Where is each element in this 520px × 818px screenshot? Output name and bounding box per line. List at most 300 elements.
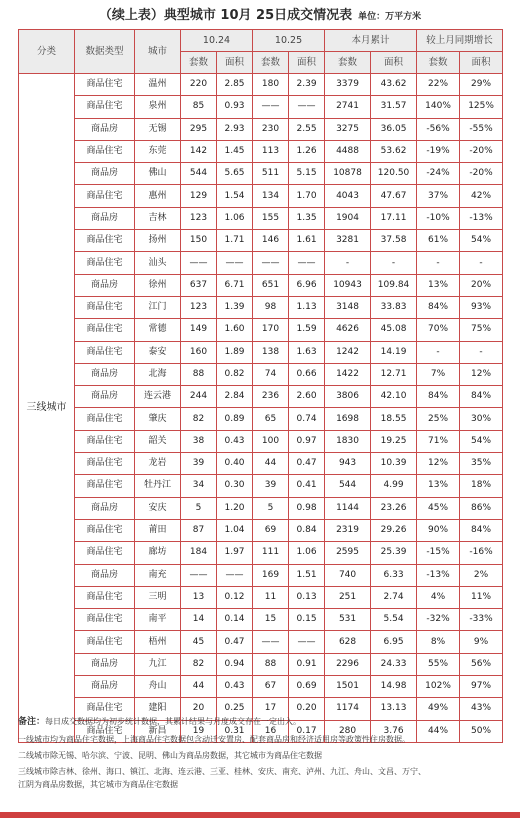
month-area-cell: 43.62 xyxy=(371,74,417,96)
month-units-cell: 531 xyxy=(325,609,371,631)
data-type-cell: 商品房 xyxy=(75,676,135,698)
city-cell: 龙岩 xyxy=(135,453,181,475)
day1-units-cell: 220 xyxy=(181,74,217,96)
data-type-cell: 商品住宅 xyxy=(75,698,135,720)
day2-area-cell: 1.51 xyxy=(289,564,325,586)
day1-units-cell: 14 xyxy=(181,609,217,631)
day1-area-cell: 1.04 xyxy=(217,519,253,541)
growth-area-cell: 20% xyxy=(460,274,503,296)
month-units-cell: 3275 xyxy=(325,118,371,140)
day1-units-cell: 244 xyxy=(181,386,217,408)
day2-area-cell: 0.69 xyxy=(289,676,325,698)
month-area-cell: 4.99 xyxy=(371,475,417,497)
day2-units-cell: 113 xyxy=(253,140,289,162)
table-row xyxy=(19,430,503,452)
day2-units-cell: 230 xyxy=(253,118,289,140)
day2-units-cell: 5 xyxy=(253,497,289,519)
city-cell: 韶关 xyxy=(135,430,181,452)
month-area-cell: 19.25 xyxy=(371,430,417,452)
day1-units-cell: 160 xyxy=(181,341,217,363)
day2-units-cell: 180 xyxy=(253,74,289,96)
month-units-cell: 1422 xyxy=(325,363,371,385)
note-line: 每日成交数据均为初步统计数据，其累计结果与月度成交存在一定出入。 xyxy=(45,717,302,726)
month-area-cell: 14.98 xyxy=(371,676,417,698)
day2-area-cell: 1.70 xyxy=(289,185,325,207)
day2-units-cell: 74 xyxy=(253,363,289,385)
day2-area-cell: 6.96 xyxy=(289,274,325,296)
day2-units-cell: —— xyxy=(253,631,289,653)
city-cell: 徐州 xyxy=(135,274,181,296)
day2-units-cell: —— xyxy=(253,96,289,118)
day1-units-cell: 5 xyxy=(181,497,217,519)
growth-units-cell: 84% xyxy=(417,386,460,408)
table-row xyxy=(19,140,503,162)
growth-units-cell: 102% xyxy=(417,676,460,698)
day1-units-cell: 82 xyxy=(181,408,217,430)
day1-units-cell: 150 xyxy=(181,230,217,252)
city-cell: 连云港 xyxy=(135,386,181,408)
day1-area-cell: 0.14 xyxy=(217,609,253,631)
data-type-cell: 商品住宅 xyxy=(75,230,135,252)
growth-area-cell: 2% xyxy=(460,564,503,586)
growth-area-cell: 42% xyxy=(460,185,503,207)
day1-area-cell: 6.71 xyxy=(217,274,253,296)
header-day1: 10.24 xyxy=(181,30,253,52)
month-area-cell: 24.33 xyxy=(371,653,417,675)
data-type-cell: 商品住宅 xyxy=(75,586,135,608)
growth-units-cell: -56% xyxy=(417,118,460,140)
day1-units-cell: —— xyxy=(181,564,217,586)
day2-units-cell: 11 xyxy=(253,586,289,608)
table-row xyxy=(19,252,503,274)
data-type-cell: 商品住宅 xyxy=(75,319,135,341)
city-cell: 泰安 xyxy=(135,341,181,363)
month-units-cell: 1144 xyxy=(325,497,371,519)
table-row xyxy=(19,386,503,408)
city-cell: 温州 xyxy=(135,74,181,96)
city-cell: 新昌 xyxy=(135,720,181,742)
day2-units-cell: —— xyxy=(253,252,289,274)
city-cell: 常德 xyxy=(135,319,181,341)
growth-units-cell: -19% xyxy=(417,140,460,162)
header-area: 面积 xyxy=(371,52,417,74)
note-line: 二线城市除无锡、哈尔滨、宁波、昆明、佛山为商品房数据，其它城市为商品住宅数据 xyxy=(18,750,322,760)
day2-units-cell: 44 xyxy=(253,453,289,475)
day1-area-cell: 5.65 xyxy=(217,163,253,185)
day1-units-cell: 82 xyxy=(181,653,217,675)
growth-area-cell: - xyxy=(460,252,503,274)
city-cell: 三明 xyxy=(135,586,181,608)
day2-units-cell: 98 xyxy=(253,296,289,318)
growth-area-cell: 30% xyxy=(460,408,503,430)
growth-units-cell: 45% xyxy=(417,497,460,519)
day1-units-cell: 123 xyxy=(181,207,217,229)
day2-area-cell: 0.66 xyxy=(289,363,325,385)
month-area-cell: 33.83 xyxy=(371,296,417,318)
growth-area-cell: 9% xyxy=(460,631,503,653)
day1-units-cell: 34 xyxy=(181,475,217,497)
growth-units-cell: 12% xyxy=(417,453,460,475)
growth-area-cell: 93% xyxy=(460,296,503,318)
month-units-cell: 628 xyxy=(325,631,371,653)
day1-units-cell: 544 xyxy=(181,163,217,185)
day1-area-cell: 0.30 xyxy=(217,475,253,497)
month-area-cell: 37.58 xyxy=(371,230,417,252)
month-area-cell: 36.05 xyxy=(371,118,417,140)
growth-units-cell: 70% xyxy=(417,319,460,341)
day2-area-cell: 2.60 xyxy=(289,386,325,408)
day1-units-cell: 19 xyxy=(181,720,217,742)
table-row xyxy=(19,296,503,318)
month-area-cell: 29.26 xyxy=(371,519,417,541)
growth-area-cell: -20% xyxy=(460,163,503,185)
table-row xyxy=(19,586,503,608)
day2-units-cell: 16 xyxy=(253,720,289,742)
day2-units-cell: 236 xyxy=(253,386,289,408)
table-row xyxy=(19,453,503,475)
day2-area-cell: 1.63 xyxy=(289,341,325,363)
data-type-cell: 商品住宅 xyxy=(75,609,135,631)
day2-units-cell: 17 xyxy=(253,698,289,720)
day2-area-cell: 2.55 xyxy=(289,118,325,140)
month-units-cell: 251 xyxy=(325,586,371,608)
day2-area-cell: 0.84 xyxy=(289,519,325,541)
day2-area-cell: 1.13 xyxy=(289,296,325,318)
growth-units-cell: 25% xyxy=(417,408,460,430)
day2-area-cell: 1.61 xyxy=(289,230,325,252)
day1-units-cell: 129 xyxy=(181,185,217,207)
data-type-cell: 商品住宅 xyxy=(75,408,135,430)
notes-section xyxy=(18,716,508,795)
city-cell: 佛山 xyxy=(135,163,181,185)
city-cell: 建阳 xyxy=(135,698,181,720)
month-units-cell: 4626 xyxy=(325,319,371,341)
growth-area-cell: 84% xyxy=(460,386,503,408)
data-type-cell: 商品住宅 xyxy=(75,430,135,452)
month-units-cell: 1501 xyxy=(325,676,371,698)
data-type-cell: 商品房 xyxy=(75,653,135,675)
day1-units-cell: 184 xyxy=(181,542,217,564)
growth-area-cell: - xyxy=(460,341,503,363)
day2-units-cell: 69 xyxy=(253,519,289,541)
city-cell: 江门 xyxy=(135,296,181,318)
header-units: 套数 xyxy=(325,52,371,74)
day1-units-cell: 85 xyxy=(181,96,217,118)
growth-units-cell: 8% xyxy=(417,631,460,653)
city-cell: 吉林 xyxy=(135,207,181,229)
table-row xyxy=(19,676,503,698)
growth-units-cell: 13% xyxy=(417,475,460,497)
city-cell: 肇庆 xyxy=(135,408,181,430)
transaction-table xyxy=(18,29,503,743)
data-type-cell: 商品住宅 xyxy=(75,296,135,318)
month-units-cell: - xyxy=(325,252,371,274)
day2-area-cell: —— xyxy=(289,252,325,274)
day1-area-cell: 2.93 xyxy=(217,118,253,140)
data-type-cell: 商品房 xyxy=(75,207,135,229)
day2-area-cell: 0.98 xyxy=(289,497,325,519)
header-units: 套数 xyxy=(181,52,217,74)
notes-label: 备注： xyxy=(18,717,46,727)
growth-units-cell: 22% xyxy=(417,74,460,96)
day2-units-cell: 67 xyxy=(253,676,289,698)
header-units: 套数 xyxy=(417,52,460,74)
data-type-cell: 商品房 xyxy=(75,386,135,408)
city-cell: 汕头 xyxy=(135,252,181,274)
day1-units-cell: 149 xyxy=(181,319,217,341)
day1-area-cell: 0.43 xyxy=(217,676,253,698)
data-type-cell: 商品住宅 xyxy=(75,185,135,207)
data-type-cell: 商品房 xyxy=(75,274,135,296)
day1-area-cell: 1.45 xyxy=(217,140,253,162)
growth-area-cell: 35% xyxy=(460,453,503,475)
month-units-cell: 943 xyxy=(325,453,371,475)
table-row xyxy=(19,96,503,118)
city-cell: 无锡 xyxy=(135,118,181,140)
growth-units-cell: 49% xyxy=(417,698,460,720)
data-type-cell: 商品住宅 xyxy=(75,140,135,162)
day1-area-cell: —— xyxy=(217,564,253,586)
header-day2: 10.25 xyxy=(253,30,325,52)
day2-units-cell: 155 xyxy=(253,207,289,229)
month-area-cell: 5.54 xyxy=(371,609,417,631)
data-type-cell: 商品住宅 xyxy=(75,475,135,497)
header-area: 面积 xyxy=(460,52,503,74)
day1-units-cell: 38 xyxy=(181,430,217,452)
month-units-cell: 1698 xyxy=(325,408,371,430)
month-units-cell: 4043 xyxy=(325,185,371,207)
day2-area-cell: 5.15 xyxy=(289,163,325,185)
day1-area-cell: 0.94 xyxy=(217,653,253,675)
day1-area-cell: 2.85 xyxy=(217,74,253,96)
bottom-bar xyxy=(0,812,520,818)
day2-units-cell: 15 xyxy=(253,609,289,631)
header-growth: 较上月同期增长 xyxy=(417,30,503,52)
growth-units-cell: - xyxy=(417,252,460,274)
day2-units-cell: 100 xyxy=(253,430,289,452)
day2-units-cell: 651 xyxy=(253,274,289,296)
day1-area-cell: 1.71 xyxy=(217,230,253,252)
day2-area-cell: 1.59 xyxy=(289,319,325,341)
growth-area-cell: 75% xyxy=(460,319,503,341)
city-cell: 泉州 xyxy=(135,96,181,118)
day1-area-cell: 1.89 xyxy=(217,341,253,363)
month-units-cell: 1242 xyxy=(325,341,371,363)
growth-units-cell: -15% xyxy=(417,542,460,564)
note-line: 三线城市除吉林、徐州、海口、镇江、北海、连云港、三亚、桂林、安庆、南充、泸州、九江、舟山、文昌、万宁、 xyxy=(18,766,426,776)
day1-units-cell: 39 xyxy=(181,453,217,475)
data-type-cell: 商品住宅 xyxy=(75,720,135,742)
note-line: 江阴为商品房数据，其它城市为商品住宅数据 xyxy=(18,780,178,790)
growth-area-cell: 86% xyxy=(460,497,503,519)
growth-area-cell: -33% xyxy=(460,609,503,631)
city-cell: 牡丹江 xyxy=(135,475,181,497)
day2-units-cell: 39 xyxy=(253,475,289,497)
month-units-cell: 1174 xyxy=(325,698,371,720)
month-units-cell: 10878 xyxy=(325,163,371,185)
day1-units-cell: 142 xyxy=(181,140,217,162)
day2-units-cell: 111 xyxy=(253,542,289,564)
day1-units-cell: 44 xyxy=(181,676,217,698)
day1-area-cell: 0.93 xyxy=(217,96,253,118)
day2-units-cell: 511 xyxy=(253,163,289,185)
table-row xyxy=(19,185,503,207)
month-units-cell: 4488 xyxy=(325,140,371,162)
data-type-cell: 商品住宅 xyxy=(75,341,135,363)
data-type-cell: 商品住宅 xyxy=(75,542,135,564)
table-row xyxy=(19,230,503,252)
city-cell: 惠州 xyxy=(135,185,181,207)
day2-area-cell: 1.06 xyxy=(289,542,325,564)
header-row-1 xyxy=(19,30,503,52)
growth-units-cell: -10% xyxy=(417,207,460,229)
growth-area-cell: 97% xyxy=(460,676,503,698)
table-row xyxy=(19,207,503,229)
day1-area-cell: 0.40 xyxy=(217,453,253,475)
growth-units-cell: -13% xyxy=(417,564,460,586)
growth-units-cell: 71% xyxy=(417,430,460,452)
day2-area-cell: 0.13 xyxy=(289,586,325,608)
city-cell: 梧州 xyxy=(135,631,181,653)
table-row xyxy=(19,653,503,675)
day2-units-cell: 134 xyxy=(253,185,289,207)
header-units: 套数 xyxy=(253,52,289,74)
category-cell: 三线城市 xyxy=(19,74,75,743)
month-area-cell: 13.13 xyxy=(371,698,417,720)
day2-area-cell: 0.97 xyxy=(289,430,325,452)
month-area-cell: 31.57 xyxy=(371,96,417,118)
data-type-cell: 商品住宅 xyxy=(75,453,135,475)
growth-area-cell: 43% xyxy=(460,698,503,720)
month-units-cell: 1830 xyxy=(325,430,371,452)
day1-area-cell: 0.25 xyxy=(217,698,253,720)
day1-area-cell: 1.54 xyxy=(217,185,253,207)
table-row xyxy=(19,542,503,564)
day1-units-cell: 20 xyxy=(181,698,217,720)
table-row xyxy=(19,274,503,296)
month-units-cell: 10943 xyxy=(325,274,371,296)
city-cell: 九江 xyxy=(135,653,181,675)
table-row xyxy=(19,118,503,140)
day2-units-cell: 169 xyxy=(253,564,289,586)
month-units-cell: 3806 xyxy=(325,386,371,408)
header-month-total: 本月累计 xyxy=(325,30,417,52)
day1-units-cell: 45 xyxy=(181,631,217,653)
month-area-cell: 14.19 xyxy=(371,341,417,363)
month-area-cell: 3.76 xyxy=(371,720,417,742)
growth-units-cell: 44% xyxy=(417,720,460,742)
growth-area-cell: 29% xyxy=(460,74,503,96)
month-units-cell: 2296 xyxy=(325,653,371,675)
month-units-cell: 544 xyxy=(325,475,371,497)
month-area-cell: 17.11 xyxy=(371,207,417,229)
day1-area-cell: 0.31 xyxy=(217,720,253,742)
growth-area-cell: 11% xyxy=(460,586,503,608)
city-cell: 莆田 xyxy=(135,519,181,541)
day1-area-cell: 1.06 xyxy=(217,207,253,229)
month-area-cell: 47.67 xyxy=(371,185,417,207)
table-row xyxy=(19,519,503,541)
table-row xyxy=(19,564,503,586)
day1-units-cell: 637 xyxy=(181,274,217,296)
day1-area-cell: 2.84 xyxy=(217,386,253,408)
growth-area-cell: -16% xyxy=(460,542,503,564)
data-type-cell: 商品房 xyxy=(75,118,135,140)
day2-units-cell: 65 xyxy=(253,408,289,430)
month-units-cell: 740 xyxy=(325,564,371,586)
table-row xyxy=(19,497,503,519)
data-type-cell: 商品房 xyxy=(75,497,135,519)
table-row xyxy=(19,609,503,631)
city-cell: 东莞 xyxy=(135,140,181,162)
month-units-cell: 1904 xyxy=(325,207,371,229)
growth-area-cell: -55% xyxy=(460,118,503,140)
day2-area-cell: 0.41 xyxy=(289,475,325,497)
day1-area-cell: 1.20 xyxy=(217,497,253,519)
table-row xyxy=(19,631,503,653)
data-type-cell: 商品住宅 xyxy=(75,96,135,118)
day1-area-cell: —— xyxy=(217,252,253,274)
day2-area-cell: —— xyxy=(289,631,325,653)
city-cell: 廊坊 xyxy=(135,542,181,564)
day1-area-cell: 0.47 xyxy=(217,631,253,653)
growth-area-cell: 50% xyxy=(460,720,503,742)
day2-area-cell: 0.17 xyxy=(289,720,325,742)
growth-units-cell: -24% xyxy=(417,163,460,185)
day1-area-cell: 0.43 xyxy=(217,430,253,452)
city-cell: 南平 xyxy=(135,609,181,631)
month-area-cell: 6.95 xyxy=(371,631,417,653)
header-category: 分类 xyxy=(19,30,75,74)
data-type-cell: 商品住宅 xyxy=(75,252,135,274)
day2-area-cell: 0.20 xyxy=(289,698,325,720)
day1-units-cell: 295 xyxy=(181,118,217,140)
month-area-cell: 120.50 xyxy=(371,163,417,185)
header-area: 面积 xyxy=(217,52,253,74)
month-area-cell: 42.10 xyxy=(371,386,417,408)
unit-label: 单位：万平方米 xyxy=(358,12,422,22)
month-units-cell: 3281 xyxy=(325,230,371,252)
month-area-cell: 6.33 xyxy=(371,564,417,586)
growth-units-cell: 7% xyxy=(417,363,460,385)
day1-area-cell: 0.82 xyxy=(217,363,253,385)
city-cell: 扬州 xyxy=(135,230,181,252)
day1-units-cell: —— xyxy=(181,252,217,274)
growth-area-cell: 12% xyxy=(460,363,503,385)
table-row xyxy=(19,408,503,430)
day2-units-cell: 170 xyxy=(253,319,289,341)
data-type-cell: 商品房 xyxy=(75,163,135,185)
month-area-cell: 12.71 xyxy=(371,363,417,385)
month-area-cell: 10.39 xyxy=(371,453,417,475)
day2-area-cell: 0.15 xyxy=(289,609,325,631)
day2-area-cell: —— xyxy=(289,96,325,118)
growth-area-cell: 125% xyxy=(460,96,503,118)
header-data-type: 数据类型 xyxy=(75,30,135,74)
day1-units-cell: 123 xyxy=(181,296,217,318)
growth-units-cell: 55% xyxy=(417,653,460,675)
table-row xyxy=(19,341,503,363)
day2-area-cell: 0.47 xyxy=(289,453,325,475)
month-area-cell: 25.39 xyxy=(371,542,417,564)
title-row xyxy=(0,4,520,26)
header-area: 面积 xyxy=(289,52,325,74)
growth-area-cell: 84% xyxy=(460,519,503,541)
table-row xyxy=(19,74,503,96)
table-row xyxy=(19,163,503,185)
month-area-cell: 53.62 xyxy=(371,140,417,162)
city-cell: 南充 xyxy=(135,564,181,586)
